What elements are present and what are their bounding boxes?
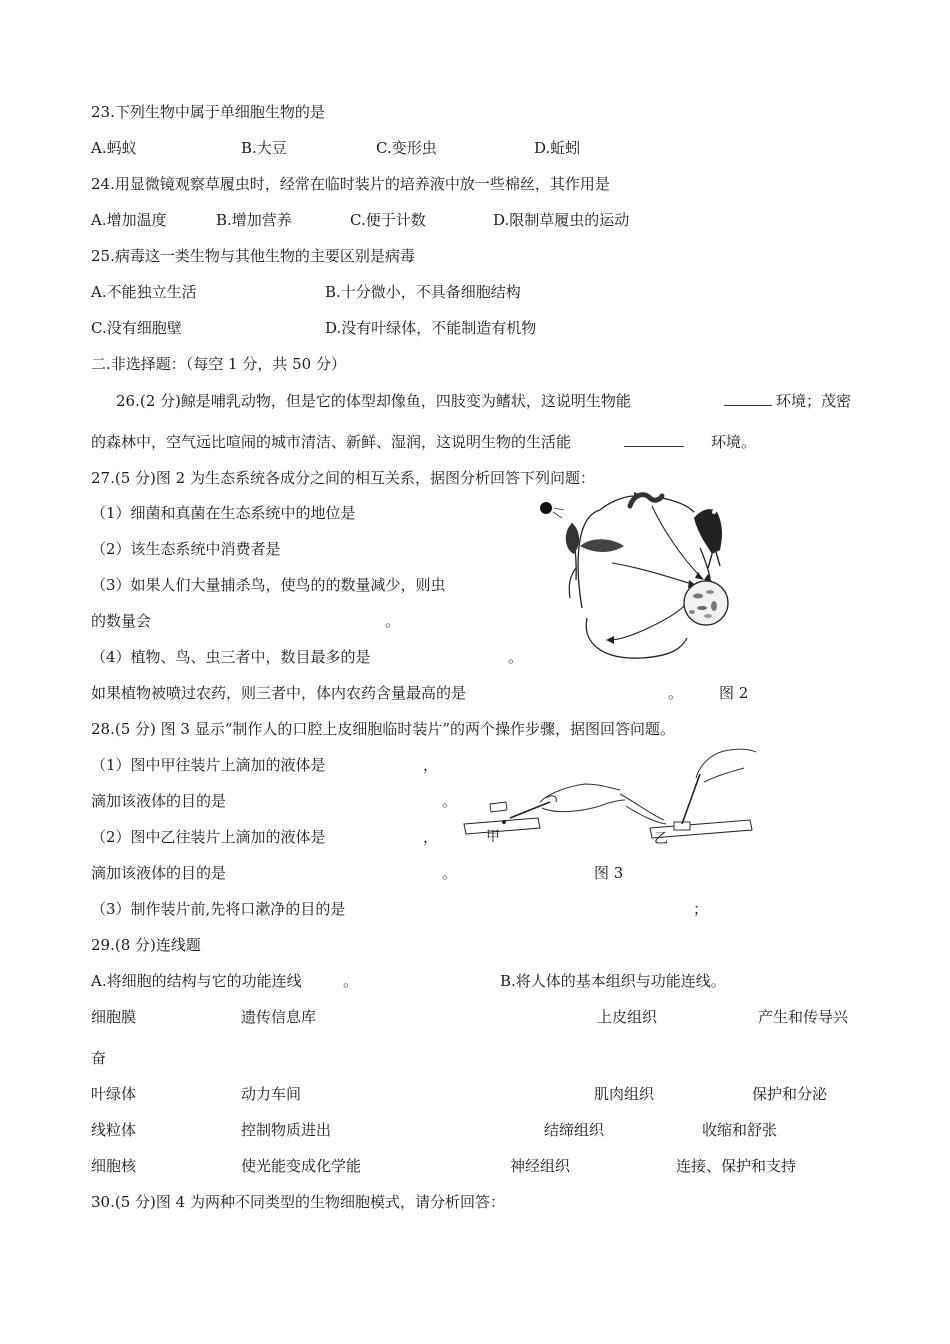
sun-icon [540,502,552,514]
q24-option-a: A.增加温度 [91,211,167,229]
q25-option-c: C.没有细胞壁 [91,319,182,337]
q25-stem: 25.病毒这一类生物与其他生物的主要区别是病毒 [91,247,415,265]
tissue-item[interactable]: 结缔组织 [544,1121,605,1139]
label-yi: 乙 [654,831,668,847]
figure-2-ecosystem-diagram [532,488,752,668]
structure-item[interactable]: 线粒体 [91,1121,137,1139]
q28-part2-a: （2）图中乙往装片上滴加的液体是 [91,828,326,846]
figure-3-caption: 图 3 [594,864,624,882]
tissue-function-wrap: 奋 [91,1049,107,1067]
dropper-hand-yi-icon [620,749,756,824]
function-item[interactable]: 动力车间 [241,1085,302,1103]
slide-jia-icon [464,802,540,834]
figure-2-caption: 图 2 [719,684,749,702]
plant-icon [566,523,624,598]
q26-blank-1[interactable] [724,391,772,406]
q23-option-b: B.大豆 [241,139,287,157]
q28-stem: 28.(5 分) 图 3 显示“制作人的口腔上皮细胞临时装片”的两个操作步骤，据图回答问题。 [91,720,676,738]
q28-part2-comma: ， [423,828,439,846]
q28-part1-end: 。 [442,792,458,810]
cycle-arc-icon [578,510,600,608]
q26-blank-2[interactable] [624,432,684,447]
q26-line2-text: 的森林中，空气远比喧闹的城市清洁、新鲜、湿润，这说明生物的生活能 [91,433,572,451]
q27-part5-end: 。 [668,684,684,702]
tissue-function-item[interactable]: 保护和分泌 [752,1085,828,1103]
function-item[interactable]: 遗传信息库 [241,1008,317,1026]
q27-part2: （2）该生态系统中消费者是 [91,540,281,558]
function-item[interactable]: 控制物质进出 [241,1121,332,1139]
q28-part1-a: （1）图中甲往装片上滴加的液体是 [91,756,326,774]
q26-line1-text: 26.(2 分)鲸是哺乳动物，但是它的体型却像鱼，四肢变为鳍状，这说明生物能 [116,392,631,410]
structure-item[interactable]: 细胞膜 [91,1008,137,1026]
q27-part3-b: 的数量会 [91,612,152,630]
q30-stem: 30.(5 分)图 4 为两种不同类型的生物细胞模式，请分析回答： [91,1193,505,1211]
q24-option-d: D.限制草履虫的运动 [493,211,630,229]
tissue-function-item[interactable]: 产生和传导兴 [758,1008,849,1026]
q23-option-c: C.变形虫 [376,139,437,157]
q29-stem: 29.(8 分)连线题 [91,936,201,954]
tissue-item[interactable]: 神经组织 [510,1157,571,1175]
q27-part1: （1）细菌和真菌在生态系统中的地位是 [91,504,356,522]
structure-item[interactable]: 叶绿体 [91,1085,137,1103]
q23-stem: 23.下列生物中属于单细胞生物的是 [91,103,325,121]
dropper-hand-jia-icon [510,784,625,818]
q27-part3-end: 。 [385,612,401,630]
label-jia: 甲 [486,829,500,845]
q27-part3-a: （3）如果人们大量捕杀鸟，使鸟的的数量减少，则虫 [91,576,446,594]
q29-part-a: A.将细胞的结构与它的功能连线 [91,972,302,990]
q25-option-a: A.不能独立生活 [91,283,197,301]
tissue-item[interactable]: 肌肉组织 [594,1085,655,1103]
q27-part4-end: 。 [508,648,524,666]
section-heading: 二.非选择题：（每空 1 分，共 50 分） [91,355,346,373]
q28-part3-end: ； [693,900,709,918]
structure-item[interactable]: 细胞核 [91,1157,137,1175]
q24-option-b: B.增加营养 [216,211,292,229]
q28-part1-b: 滴加该液体的目的是 [91,792,227,810]
q27-part5-a: 如果植物被喷过农药，则三者中，体内农药含量最高的是 [91,684,467,702]
q28-part2-b: 滴加该液体的目的是 [91,864,227,882]
caterpillar-icon [630,495,662,506]
q23-option-a: A.蚂蚁 [91,139,137,157]
q28-part3: （3）制作装片前,先将口漱净的目的是 [91,900,346,918]
figure-3-slide-diagram [460,744,760,854]
q26-line1-end: 环境；茂密 [776,392,852,410]
q24-option-c: C.便于计数 [350,211,426,229]
q27-stem: 27.(5 分)图 2 为生态系统各成分之间的相互关系，据图分析回答下列问题： [91,469,595,487]
tissue-function-item[interactable]: 收缩和舒张 [702,1121,778,1139]
q29-part-a-end: 。 [343,972,359,990]
q26-line2-end: 环境。 [711,433,757,451]
q27-part4-a: （4）植物、鸟、虫三者中，数目最多的是 [91,648,371,666]
q24-stem: 24.用显微镜观察草履虫时，经常在临时装片的培养液中放一些棉丝，其作用是 [91,175,610,193]
q29-part-b: B.将人体的基本组织与功能连线。 [500,972,726,990]
bird-icon [694,509,722,568]
q25-option-d: D.没有叶绿体，不能制造有机物 [325,319,537,337]
q28-part2-end: 。 [442,864,458,882]
q25-option-b: B.十分微小，不具备细胞结构 [325,283,521,301]
tissue-function-item[interactable]: 连接、保护和支持 [676,1157,797,1175]
tissue-item[interactable]: 上皮组织 [597,1008,658,1026]
bacteria-fungi-icon [684,581,728,625]
q28-part1-comma: ， [423,756,439,774]
function-item[interactable]: 使光能变成化学能 [241,1157,362,1175]
q23-option-d: D.蚯蚓 [534,139,581,157]
